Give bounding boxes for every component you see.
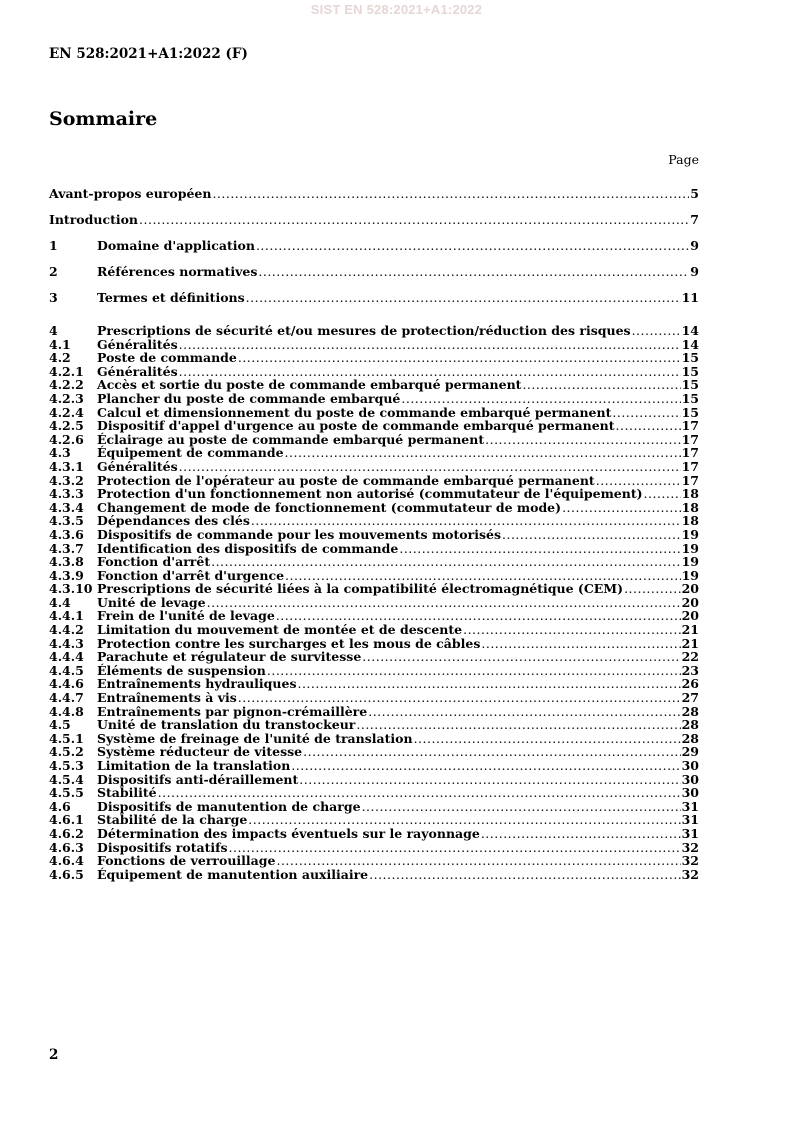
toc-entry-title: Identification des dispositifs de commande [97, 540, 399, 556]
toc-entry-number: 4.4.6 [49, 676, 84, 692]
toc-entry-title: Fonctions de verrouillage [97, 853, 276, 869]
toc-entry[interactable] [49, 446, 699, 460]
toc-entry[interactable] [49, 650, 699, 664]
page-column-label: Page [668, 152, 699, 167]
toc-entry[interactable] [49, 365, 699, 379]
toc-leader-dots [644, 487, 681, 501]
toc-entry-page: 30 [681, 771, 699, 787]
toc-leader-dots [356, 718, 680, 732]
toc-leader-dots [256, 238, 689, 254]
toc-entry-page: 17 [681, 418, 699, 434]
toc-entry-title: Protection de l'opérateur au poste de commande embarqué permanent [97, 472, 595, 488]
toc-entry-page: 32 [681, 839, 699, 855]
toc-entry-page: 15 [681, 377, 699, 393]
toc-entry-number: 4.5.1 [49, 730, 84, 746]
toc-entry[interactable] [49, 338, 699, 352]
toc-entry-title: Limitation du mouvement de montée et de descente [97, 622, 463, 638]
toc-entry-title: Références normatives [97, 264, 258, 279]
toc-entry-title: Termes et définitions [97, 290, 245, 305]
toc-entry-number: 4.3.8 [49, 554, 84, 570]
toc-entry-number: 1 [49, 238, 58, 253]
toc-leader-dots [158, 786, 681, 800]
toc-entry-title: Prescriptions de sécurité et/ou mesures de protection/réduction des risques [97, 323, 631, 338]
toc-entry-number: 4.6.4 [49, 853, 84, 869]
toc-entry[interactable] [49, 596, 699, 610]
toc-entry[interactable] [49, 786, 699, 800]
toc-entry-number: 4.5.5 [49, 785, 84, 801]
toc-entry-number: 4.4.7 [49, 690, 84, 706]
toc-entry[interactable] [49, 324, 699, 338]
toc-entry-page: 31 [681, 812, 699, 828]
toc-entry-number: 4.2.2 [49, 377, 84, 393]
toc-entry-page: 19 [681, 526, 699, 542]
toc-entry-title: Dispositifs de commande pour les mouvements motorisés [97, 526, 501, 542]
toc-entry-number: 2 [49, 264, 58, 279]
toc-entry[interactable] [49, 392, 699, 406]
toc-entry-title: Calcul et dimensionnement du poste de commande embarqué permanent [97, 404, 612, 420]
toc-entry[interactable] [49, 664, 699, 678]
toc-leader-dots [596, 474, 681, 488]
toc-leader-dots [229, 841, 681, 855]
toc-entry-title: Parachute et régulateur de survitesse [97, 649, 362, 665]
toc-entry-number: 4.5.2 [49, 744, 84, 760]
toc-entry-number: 4.6.5 [49, 866, 84, 882]
toc-entry[interactable] [49, 623, 699, 637]
toc-leader-dots [368, 705, 680, 719]
footer-page-number: 2 [49, 1047, 59, 1063]
toc-leader-dots [276, 609, 681, 623]
toc-entry[interactable] [49, 691, 699, 705]
toc-leader-dots [267, 664, 681, 678]
toc-entry-number: 4.2.6 [49, 431, 84, 447]
toc-entry-title: Stabilité [97, 785, 157, 801]
toc-entry-page: 21 [681, 635, 699, 651]
toc-entry-page: 28 [681, 717, 699, 733]
toc-entry[interactable] [49, 813, 699, 827]
toc-entry-number: 4.5.4 [49, 771, 84, 787]
toc-entry-title: Éclairage au poste de commande embarqué permanent [97, 431, 485, 447]
toc-entry[interactable] [49, 186, 699, 212]
toc-leader-dots [246, 290, 681, 306]
toc-entry-title: Éléments de suspension [97, 662, 266, 678]
toc-entry[interactable] [49, 773, 699, 787]
toc-leader-dots [485, 433, 680, 447]
toc-entry[interactable] [49, 514, 699, 528]
toc-leader-dots [248, 813, 680, 827]
toc-entry-title: Protection d'un fonctionnement non autorisé (commutateur de l'équipement) [97, 486, 643, 502]
toc-leader-dots [179, 460, 681, 474]
toc-entry-number: 4.5.3 [49, 758, 84, 773]
toc-entry-number: 4.3.10 [49, 581, 93, 597]
toc-entry-number: 4.3.2 [49, 472, 84, 488]
toc-entry-number: 4.3.1 [49, 458, 84, 474]
toc-entry-number: 4.1 [49, 336, 71, 352]
toc-entry[interactable] [49, 800, 699, 814]
toc-leader-dots [285, 446, 681, 460]
toc-entry-page: 30 [681, 785, 699, 801]
toc-entry[interactable] [49, 406, 699, 420]
toc-leader-dots [399, 542, 680, 556]
toc-entry-title: Dispositif d'appel d'urgence au poste de commande embarqué permanent [97, 418, 615, 434]
toc-entry-title: Dépendances des clés [97, 513, 250, 529]
toc-entry-title: Poste de commande [97, 350, 237, 366]
toc-entry-number: 4.2.4 [49, 404, 84, 420]
toc-leader-dots [522, 378, 680, 392]
toc-entry-page: 20 [681, 608, 699, 624]
toc-entry-page: 17 [681, 472, 699, 488]
toc-entry[interactable] [49, 528, 699, 542]
toc-entry-page: 18 [681, 486, 699, 502]
toc-entry[interactable] [49, 854, 699, 868]
toc-entry-title: Système réducteur de vitesse [97, 744, 303, 760]
toc-entry-page: 14 [681, 336, 699, 352]
toc-entry[interactable] [49, 718, 699, 732]
toc-entry-page: 9 [690, 264, 699, 279]
toc-entry[interactable] [49, 582, 699, 596]
toc-entry-title: Introduction [49, 212, 139, 227]
toc-entry-number: 4.4.2 [49, 622, 84, 638]
toc-leader-dots [276, 854, 680, 868]
toc-leader-dots [612, 406, 680, 420]
toc-entry-page: 32 [681, 853, 699, 869]
toc-entry-number: 4.6.2 [49, 825, 84, 841]
toc-leader-dots [362, 650, 680, 664]
toc-entry[interactable] [49, 555, 699, 569]
toc-entry[interactable] [49, 378, 699, 392]
toc-entry[interactable] [49, 238, 699, 264]
toc-entry-number: 4.4 [49, 594, 71, 610]
toc-entry-title: Généralités [97, 458, 178, 474]
toc-entry[interactable] [49, 868, 699, 882]
toc-entry-page: 30 [681, 758, 699, 773]
toc-entry-title: Prescriptions de sécurité liées à la compatibilité électromagnétique (CEM) [97, 581, 624, 597]
toc-entry-number: 4.4.3 [49, 635, 84, 651]
table-of-contents [49, 186, 699, 881]
toc-leader-dots [297, 677, 680, 691]
toc-entry-page: 15 [681, 404, 699, 420]
toc-entry[interactable] [49, 351, 699, 365]
toc-entry-page: 31 [681, 825, 699, 841]
toc-entry[interactable] [49, 542, 699, 556]
toc-entry-title: Entraînements par pignon-crémaillère [97, 703, 368, 719]
toc-entry-page: 19 [681, 540, 699, 556]
toc-leader-dots [463, 623, 681, 637]
toc-entry-page: 7 [690, 212, 699, 227]
toc-entry-number: 4.2.5 [49, 418, 84, 434]
toc-entry-title: Détermination des impacts éventuels sur le rayonnage [97, 825, 480, 841]
toc-entry[interactable] [49, 501, 699, 515]
toc-entry-number: 4.3.7 [49, 540, 84, 556]
toc-entry-page: 23 [681, 662, 699, 678]
toc-entry-title: Unité de levage [97, 594, 206, 610]
toc-entry-number: 4.2.1 [49, 363, 84, 379]
toc-entry-page: 31 [681, 798, 699, 814]
toc-entry[interactable] [49, 474, 699, 488]
toc-leader-dots [139, 212, 689, 228]
toc-entry-number: 4.3.3 [49, 486, 84, 502]
toc-entry[interactable] [49, 290, 699, 316]
toc-entry[interactable] [49, 827, 699, 841]
toc-entry[interactable] [49, 637, 699, 651]
toc-entry[interactable] [49, 705, 699, 719]
toc-entry[interactable] [49, 745, 699, 759]
toc-leader-dots [207, 596, 681, 610]
toc-entry-page: 22 [681, 649, 699, 665]
toc-entry[interactable] [49, 609, 699, 623]
toc-entry-number: 4.3.5 [49, 513, 84, 529]
toc-leader-dots [362, 800, 681, 814]
toc-entry-page: 18 [681, 513, 699, 529]
toc-entry-title: Dispositifs rotatifs [97, 839, 228, 855]
toc-entry-number: 4.4.1 [49, 608, 84, 624]
toc-entry-number: 4.3.9 [49, 567, 84, 583]
toc-entry-page: 9 [690, 238, 699, 253]
toc-leader-dots [401, 392, 680, 406]
toc-leader-dots [179, 338, 681, 352]
toc-entry-page: 27 [681, 690, 699, 706]
toc-entry-title: Stabilité de la charge [97, 812, 248, 828]
toc-entry-title: Unité de translation du transtockeur [97, 717, 356, 733]
toc-entry-page: 19 [681, 567, 699, 583]
toc-entry-number: 4.6.1 [49, 812, 84, 828]
toc-leader-dots [211, 555, 681, 569]
toc-leader-dots [285, 569, 681, 583]
toc-entry-number: 4.3 [49, 445, 71, 461]
toc-leader-dots [179, 365, 681, 379]
toc-leader-dots [258, 264, 689, 280]
page-title: Sommaire [49, 108, 158, 130]
toc-entry[interactable] [49, 759, 699, 773]
toc-entry-number: 4.6.3 [49, 839, 84, 855]
toc-entry-page: 28 [681, 730, 699, 746]
toc-entry-page: 17 [681, 431, 699, 447]
toc-entry-title: Généralités [97, 336, 178, 352]
toc-entry[interactable] [49, 677, 699, 691]
toc-entry-title: Équipement de commande [97, 445, 284, 461]
toc-entry[interactable] [49, 264, 699, 290]
toc-leader-dots [481, 637, 680, 651]
toc-entry-number: 4.2.3 [49, 390, 84, 406]
toc-leader-dots [369, 868, 680, 882]
toc-leader-dots [238, 351, 681, 365]
toc-leader-dots [502, 528, 681, 542]
toc-entry-page: 14 [681, 323, 699, 338]
toc-entry-title: Équipement de manutention auxiliaire [97, 866, 369, 882]
toc-entry-number: 4.4.8 [49, 703, 84, 719]
toc-entry-number: 4.2 [49, 350, 71, 366]
toc-entry-title: Avant-propos européen [49, 186, 212, 201]
toc-leader-dots [291, 759, 680, 773]
toc-entry[interactable] [49, 212, 699, 238]
toc-entry-title: Domaine d'application [97, 238, 255, 253]
toc-entry-title: Dispositifs anti-déraillement [97, 771, 299, 787]
toc-entry[interactable] [49, 569, 699, 583]
toc-entry-title: Protection contre les surcharges et les mous de câbles [97, 635, 481, 651]
toc-entry[interactable] [49, 487, 699, 501]
toc-entry-number: 4.5 [49, 717, 71, 733]
toc-entry-page: 15 [681, 363, 699, 379]
toc-entry-title: Changement de mode de fonctionnement (commutateur de mode) [97, 499, 562, 515]
toc-leader-dots [299, 773, 680, 787]
toc-leader-dots [562, 501, 681, 515]
toc-entry-title: Dispositifs de manutention de charge [97, 798, 361, 814]
toc-entry[interactable] [49, 732, 699, 746]
toc-entry-page: 29 [681, 744, 699, 760]
toc-leader-dots [616, 419, 681, 433]
toc-entry-number: 3 [49, 290, 58, 305]
toc-entry-title: Généralités [97, 363, 178, 379]
toc-entry-title: Limitation de la translation [97, 758, 291, 773]
toc-leader-dots [414, 732, 681, 746]
document-id: EN 528:2021+A1:2022 (F) [49, 46, 248, 62]
toc-entry-title: Entraînements hydrauliques [97, 676, 297, 692]
toc-entry-page: 19 [681, 554, 699, 570]
toc-leader-dots [624, 582, 681, 596]
toc-entry-page: 20 [681, 581, 699, 597]
toc-entry-page: 15 [681, 350, 699, 366]
toc-entry-number: 4.4.4 [49, 649, 84, 665]
toc-leader-dots [303, 745, 680, 759]
toc-entry-page: 17 [681, 458, 699, 474]
toc-entry-title: Fonction d'arrêt [97, 554, 211, 570]
toc-entry-number: 4.3.4 [49, 499, 84, 515]
toc-entry-page: 32 [681, 866, 699, 882]
toc-entry-title: Accès et sortie du poste de commande embarqué permanent [97, 377, 522, 393]
toc-entry-number: 4 [49, 323, 58, 338]
toc-entry-title: Fonction d'arrêt d'urgence [97, 567, 285, 583]
toc-entry-number: 4.4.5 [49, 662, 84, 678]
toc-entry-page: 26 [681, 676, 699, 692]
toc-entry-page: 21 [681, 622, 699, 638]
toc-entry[interactable] [49, 419, 699, 433]
toc-entry-page: 17 [681, 445, 699, 461]
toc-leader-dots [212, 186, 689, 202]
toc-leader-dots [632, 324, 681, 338]
toc-entry-number: 4.6 [49, 798, 71, 814]
toc-entry-title: Frein de l'unité de levage [97, 608, 275, 624]
toc-leader-dots [238, 691, 681, 705]
watermark: SIST EN 528:2021+A1:2022 [310, 2, 483, 17]
toc-leader-dots [251, 514, 681, 528]
toc-entry-number: 4.3.6 [49, 526, 84, 542]
toc-entry-page: 5 [690, 186, 699, 201]
toc-entry-page: 11 [681, 290, 699, 305]
toc-entry-page: 20 [681, 594, 699, 610]
toc-entry-page: 18 [681, 499, 699, 515]
toc-entry-page: 28 [681, 703, 699, 719]
toc-leader-dots [481, 827, 681, 841]
toc-entry-title: Système de freinage de l'unité de translation [97, 730, 413, 746]
toc-entry-page: 15 [681, 390, 699, 406]
toc-entry-title: Entraînements à vis [97, 690, 237, 706]
toc-entry[interactable] [49, 460, 699, 474]
toc-entry[interactable] [49, 433, 699, 447]
toc-entry-title: Plancher du poste de commande embarqué [97, 390, 401, 406]
toc-entry[interactable] [49, 841, 699, 855]
